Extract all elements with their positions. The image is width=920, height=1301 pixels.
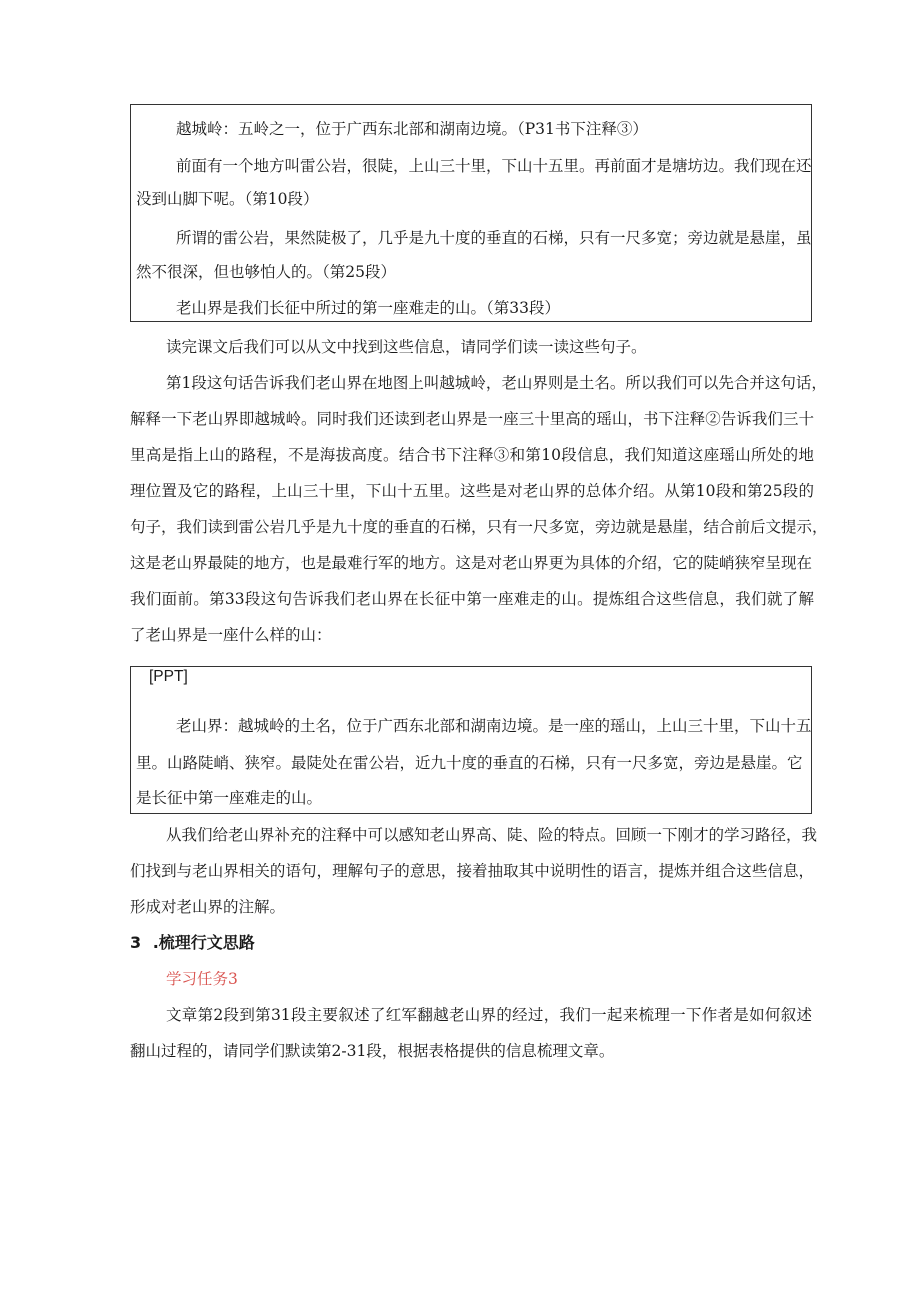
excerpt-line: 老山界是我们长征中所过的第一座难走的山。（第33段） [176, 299, 560, 317]
paragraph-line: 解释一下老山界即越城岭。同时我们还读到老山界是一座三十里高的瑶山，书下注释②告诉我们三十 [130, 410, 814, 428]
excerpt-line: 前面有一个地方叫雷公岩，很陡，上山三十里，下山十五里。再前面才是塘坊边。我们现在还 [176, 157, 812, 175]
paragraph-line: 们找到与老山界相关的语句，理解句子的意思，接着抽取其中说明性的语言，提炼并组合这些信息， [130, 862, 814, 880]
paragraph-line: 翻山过程的，请同学们默读第2-31段，根据表格提供的信息梳理文章。 [130, 1042, 615, 1060]
paragraph-line: 这是老山界最陡的地方，也是最难行军的地方。这是对老山界更为具体的介绍，它的陡峭狭窄呈现在 [130, 554, 813, 572]
section-title: .梳理行文思路 [152, 933, 255, 952]
paragraph-line: 里高是指上山的路程，不是海拔高度。结合书下注释③和第10段信息，我们知道这座瑶山所处的地 [130, 446, 814, 464]
paragraph-line: 文章第2段到第31段主要叙述了红军翻越老山界的经过，我们一起来梳理一下作者是如何叙述 [166, 1006, 812, 1024]
section-number: 3 [130, 933, 142, 952]
excerpt-line: 所谓的雷公岩，果然陡极了，几乎是九十度的垂直的石梯，只有一尺多宽；旁边就是悬崖，虽 [176, 229, 812, 247]
paragraph-line: 从我们给老山界补充的注释中可以感知老山界高、陡、险的特点。回顾一下刚才的学习路径，我 [166, 826, 818, 844]
section-heading [130, 933, 255, 953]
paragraph-line: 我们面前。第33段这句告诉我们老山界在长征中第一座难走的山。提炼组合这些信息，我们就了解 [130, 590, 814, 608]
paragraph-line: 句子，我们读到雷公岩几乎是九十度的垂直的石梯，只有一尺多宽，旁边就是悬崖，结合前后文提示， [130, 518, 828, 536]
excerpt-line: 越城岭：五岭之一，位于广西东北部和湖南边境。（P31书下注释③） [176, 120, 648, 138]
paragraph-line: 形成对老山界的注解。 [130, 898, 286, 916]
ppt-tag: [PPT] [149, 668, 188, 685]
paragraph-line: 理位置及它的路程，上山三十里，下山十五里。这些是对老山界的总体介绍。从第10段和第25段的 [130, 482, 814, 500]
ppt-box [130, 666, 812, 814]
body-paragraph: 读完课文后我们可以从文中找到这些信息，请同学们读一读这些句子。 [166, 338, 647, 356]
paragraph-line: 了老山界是一座什么样的山： [130, 626, 332, 644]
ppt-line: 里。山路陡峭、狭窄。最陡处在雷公岩，近九十度的垂直的石梯，只有一尺多宽，旁边是悬崖。它 [136, 754, 803, 772]
paragraph-line: 第1段这句话告诉我们老山界在地图上叫越城岭，老山界则是土名。所以我们可以先合并这句话， [166, 374, 827, 392]
ppt-line: 是长征中第一座难走的山。 [136, 789, 323, 807]
excerpt-line: 没到山脚下呢。（第10段） [136, 190, 319, 208]
excerpt-box [130, 104, 812, 322]
excerpt-line: 然不很深，但也够怕人的。（第25段） [136, 263, 396, 281]
task-label: 学习任务3 [166, 970, 238, 988]
ppt-line: 老山界：越城岭的土名，位于广西东北部和湖南边境。是一座的瑶山，上山三十里，下山十五 [176, 717, 812, 735]
